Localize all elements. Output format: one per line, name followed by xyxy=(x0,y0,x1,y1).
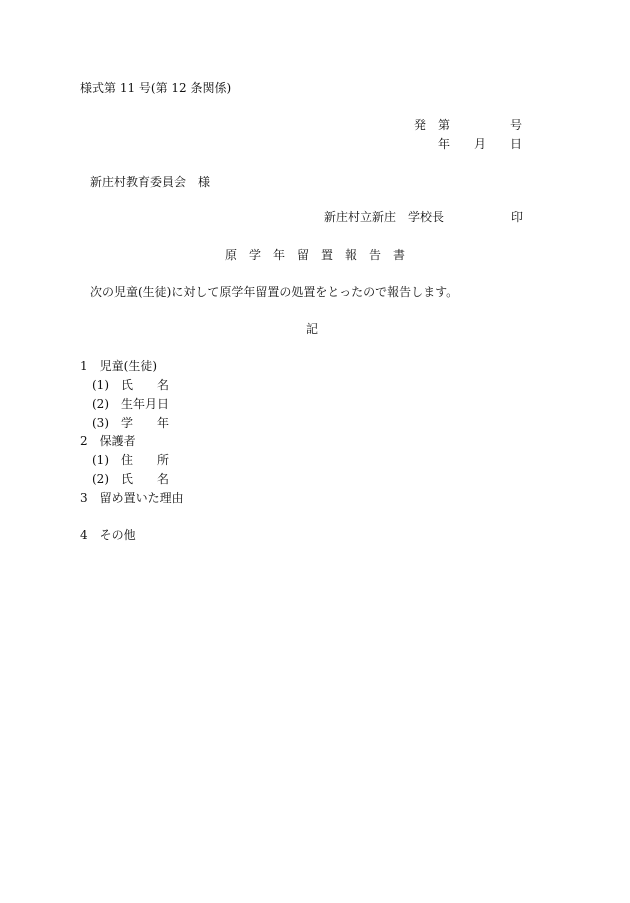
body-paragraph: 次の児童(生徒)に対して原学年留置の処置をとったので報告します。 xyxy=(90,285,459,299)
item-1-3-grade: (3) 学 年 xyxy=(92,416,169,430)
item-1-2-birthdate: (2) 生年月日 xyxy=(92,397,169,411)
issue-date-line: 年 月 日 xyxy=(437,137,522,151)
item-1-1-name: (1) 氏 名 xyxy=(92,378,169,392)
document-title: 原 学 年 留 置 報 告 書 xyxy=(225,248,406,262)
sender-name-line: 新庄村立新庄 学校長 xyxy=(324,210,445,224)
item-4-other: 4 その他 xyxy=(80,528,136,542)
addressee-line: 新庄村教育委員会 様 xyxy=(90,175,211,189)
issue-number-line: 発 第 号 xyxy=(413,118,522,132)
item-3-reason: 3 留め置いた理由 xyxy=(80,491,184,505)
seal-mark: 印 xyxy=(511,210,524,224)
item-2-2-name: (2) 氏 名 xyxy=(92,472,169,486)
ki-heading: 記 xyxy=(306,322,319,336)
form-number-label: 様式第 11 号(第 12 条関係) xyxy=(80,81,232,95)
item-2-1-address: (1) 住 所 xyxy=(92,453,169,467)
item-2-guardian: 2 保護者 xyxy=(80,434,136,448)
item-1-child: 1 児童(生徒) xyxy=(80,359,157,373)
